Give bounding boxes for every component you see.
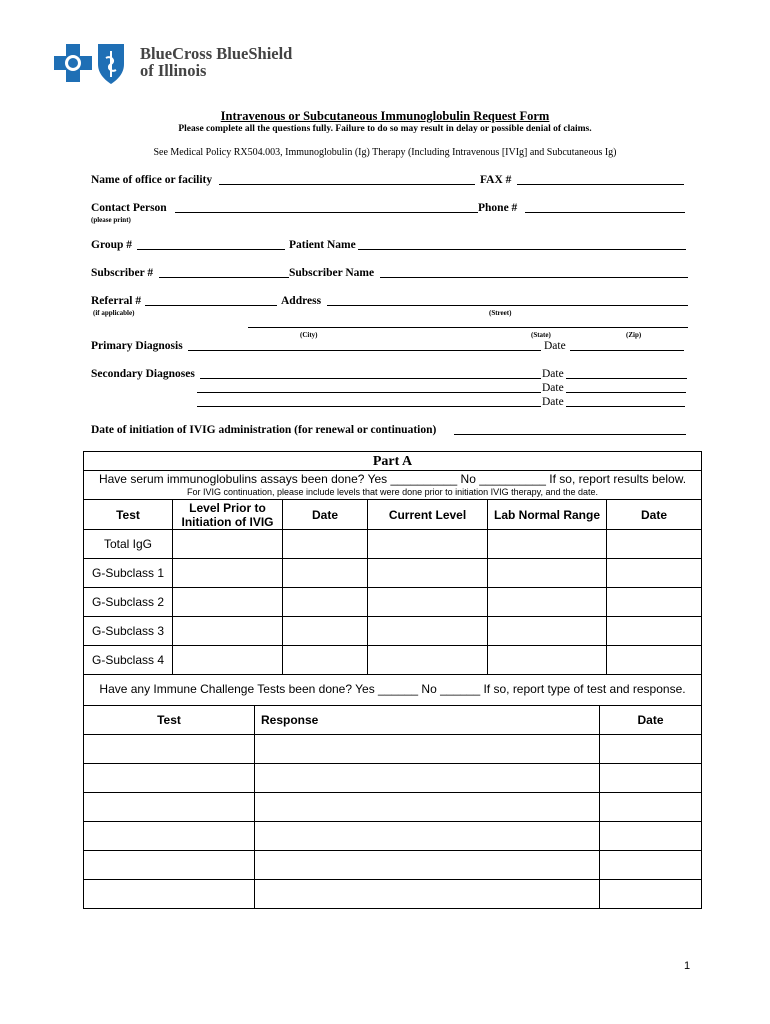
cell[interactable]: [283, 617, 368, 646]
cell[interactable]: [607, 646, 702, 675]
immune-challenge-question: Have any Immune Challenge Tests been done? Yes ______ No ______ If so, report type of test and response.: [99, 682, 686, 696]
address-street-field[interactable]: [327, 305, 688, 306]
group-field[interactable]: [137, 249, 285, 250]
cell[interactable]: [283, 646, 368, 675]
table-header-row: [84, 500, 702, 530]
secondary-date-label-1: Date: [542, 368, 564, 380]
address-city-field[interactable]: [248, 327, 688, 328]
contact-person-label: Contact Person: [91, 202, 167, 214]
org-name: BlueCross BlueShield of Illinois: [140, 44, 293, 80]
table-row: [84, 617, 702, 646]
table-row: [84, 880, 702, 909]
row-label: G-Subclass 4: [84, 646, 173, 675]
row-label: G-Subclass 3: [84, 617, 173, 646]
cell[interactable]: [84, 764, 255, 793]
secondary-date-field-2[interactable]: [566, 392, 686, 393]
row-label: G-Subclass 2: [84, 588, 173, 617]
fax-field[interactable]: [517, 184, 684, 185]
cell[interactable]: [84, 851, 255, 880]
header-level-prior: Level Prior to Initiation of IVIG: [173, 500, 283, 530]
street-caption: (Street): [489, 309, 512, 317]
cell[interactable]: [488, 646, 607, 675]
policy-note: See Medical Policy RX504.003, Immunoglobulin (Ig) Therapy (Including Intravenous [IVIg] and Subcutaneous Ig): [153, 147, 617, 158]
cell[interactable]: [255, 764, 600, 793]
secondary-diagnosis-field-2[interactable]: [197, 392, 541, 393]
cell[interactable]: [255, 851, 600, 880]
cell[interactable]: [283, 588, 368, 617]
initiation-date-label: Date of initiation of IVIG administration (for renewal or continuation): [91, 424, 437, 436]
cell[interactable]: [173, 588, 283, 617]
state-caption: (State): [531, 331, 551, 339]
patient-name-field[interactable]: [358, 249, 686, 250]
header-current-level: Current Level: [368, 500, 488, 530]
page-number: 1: [684, 960, 691, 972]
cell[interactable]: [368, 530, 488, 559]
table-row: [84, 764, 702, 793]
cell[interactable]: [368, 588, 488, 617]
cell[interactable]: [488, 588, 607, 617]
table-row: [84, 530, 702, 559]
cell[interactable]: [600, 822, 702, 851]
subscriber-name-field[interactable]: [380, 277, 688, 278]
cell[interactable]: [255, 822, 600, 851]
secondary-date-label-3: Date: [542, 396, 564, 408]
city-caption: (City): [300, 331, 318, 339]
office-name-label: Name of office or facility: [91, 174, 213, 186]
table-row: [84, 588, 702, 617]
cell[interactable]: [607, 617, 702, 646]
table-row: [84, 646, 702, 675]
secondary-date-field-1[interactable]: [566, 378, 687, 379]
referral-field[interactable]: [145, 305, 277, 306]
secondary-diagnosis-field-1[interactable]: [200, 378, 541, 379]
header-date-2: Date: [607, 500, 702, 530]
cell[interactable]: [173, 559, 283, 588]
initiation-date-field[interactable]: [454, 434, 686, 435]
subscriber-num-label: Subscriber #: [91, 267, 154, 279]
fax-label: FAX #: [480, 174, 512, 186]
primary-diagnosis-field[interactable]: [188, 350, 541, 351]
bcbs-logo: [54, 42, 134, 88]
cell[interactable]: [368, 617, 488, 646]
form-title: Intravenous or Subcutaneous Immunoglobulin Request Form: [220, 109, 550, 123]
immunoglobulin-table: [83, 499, 702, 675]
group-label: Group #: [91, 239, 133, 251]
subscriber-num-field[interactable]: [159, 277, 289, 278]
cell[interactable]: [173, 646, 283, 675]
secondary-diagnosis-field-3[interactable]: [197, 406, 541, 407]
phone-label: Phone #: [478, 202, 518, 214]
cell[interactable]: [283, 530, 368, 559]
cell[interactable]: [600, 764, 702, 793]
primary-date-field[interactable]: [570, 350, 684, 351]
ivig-continuation-note: For IVIG continuation, please include levels that were done prior to initiation IVIG therapy, and the date.: [186, 487, 599, 497]
please-print-note: (please print): [91, 216, 131, 224]
cell[interactable]: [173, 617, 283, 646]
cell[interactable]: [84, 822, 255, 851]
cell[interactable]: [600, 851, 702, 880]
cell[interactable]: [607, 530, 702, 559]
cell[interactable]: [368, 559, 488, 588]
address-label: Address: [281, 295, 322, 307]
subscriber-name-label: Subscriber Name: [289, 267, 375, 279]
header-date: Date: [600, 706, 702, 735]
table-row: [84, 735, 702, 764]
cell[interactable]: [607, 588, 702, 617]
instructions: Please complete all the questions fully. Failure to do so may result in delay or possible denial of claims.: [178, 124, 592, 134]
header-test: Test: [84, 706, 255, 735]
secondary-date-field-3[interactable]: [566, 406, 685, 407]
header-test: Test: [84, 500, 173, 530]
cell[interactable]: [255, 880, 600, 909]
table-header-row: [84, 706, 702, 735]
cell[interactable]: [607, 559, 702, 588]
cell[interactable]: [255, 793, 600, 822]
cell[interactable]: [255, 735, 600, 764]
zip-caption: (Zip): [626, 331, 642, 339]
row-label: G-Subclass 1: [84, 559, 173, 588]
header-response: Response: [255, 706, 600, 735]
cell[interactable]: [368, 646, 488, 675]
if-applicable-note: (if applicable): [93, 309, 135, 317]
cell[interactable]: [173, 530, 283, 559]
header-date-1: Date: [283, 500, 368, 530]
part-a-heading: Part A: [84, 452, 701, 471]
header-lab-normal-range: Lab Normal Range: [488, 500, 607, 530]
office-name-field[interactable]: [219, 184, 475, 185]
table-row: [84, 822, 702, 851]
table-row: [84, 851, 702, 880]
cell[interactable]: [600, 793, 702, 822]
part-a-section: [83, 451, 702, 909]
contact-person-field[interactable]: [175, 212, 478, 213]
secondary-diagnoses-label: Secondary Diagnoses: [91, 368, 195, 380]
cell[interactable]: [84, 880, 255, 909]
table-row: [84, 559, 702, 588]
row-label: Total IgG: [84, 530, 173, 559]
secondary-date-label-2: Date: [542, 382, 564, 394]
cell[interactable]: [488, 617, 607, 646]
table-row: [84, 793, 702, 822]
cell[interactable]: [84, 793, 255, 822]
cell[interactable]: [84, 735, 255, 764]
serum-assay-question: Have serum immunoglobulins assays been done? Yes __________ No __________ If so, report results below.: [98, 472, 687, 486]
referral-label: Referral #: [91, 295, 142, 307]
cell[interactable]: [600, 735, 702, 764]
patient-name-label: Patient Name: [289, 239, 356, 251]
immune-challenge-table: [83, 705, 702, 909]
cell[interactable]: [283, 559, 368, 588]
phone-field[interactable]: [525, 212, 685, 213]
primary-date-label: Date: [544, 340, 566, 352]
cell[interactable]: [488, 530, 607, 559]
cell[interactable]: [600, 880, 702, 909]
primary-diagnosis-label: Primary Diagnosis: [91, 340, 183, 352]
cell[interactable]: [488, 559, 607, 588]
